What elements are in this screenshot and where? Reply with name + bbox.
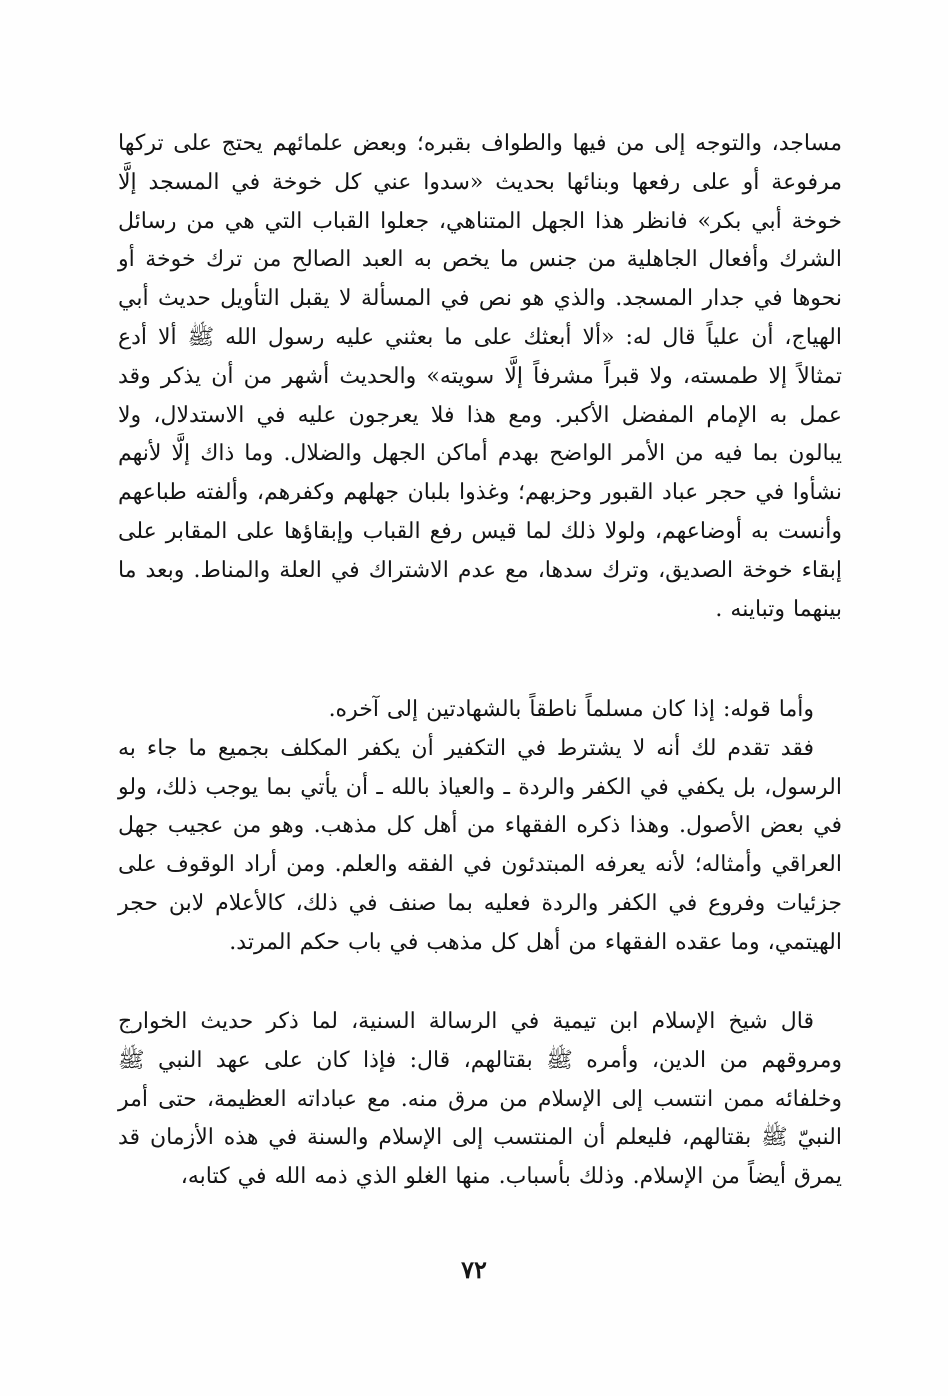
- paragraph-mosques-and-domes: مساجد، والتوجه إلى من فيها والطواف بقبره؛ وبعض علمائهم يحتج على تركها مرفوعة أو على رفعها وبنائها بحديث «سدوا عني كل خوخة في المسجد إلَّا خوخة أبي بكر» فانظر هذا الجهل المتناهي، جعلوا القباب التي هي من رسائل الشرك وأفعال الجاهلية من جنس ما يخص به العبد الصالح من ترك خوخة أو نحوها في جدار المسجد. والذي هو نص في المسألة لا يقبل التأويل حديث أبي الهياج، أن علياً قال له: «ألا أبعثك على ما بعثني عليه رسول الله ﷺ ألا أدع تمثالاً إلا طمسته، ولا قبراً مشرفاً إلَّا سويته» والحديث أشهر من أن يذكر وقد عمل به الإمام المفضل الأكبر. ومع هذا فلا يعرجون عليه في الاستدلال، ولا يبالون بما فيه من الأمر الواضح بهدم أماكن الجهل والضلال. وما ذاك إلَّا لأنهم نشأوا في حجر عباد القبور وحزبهم؛ وغذوا بلبان جهلهم وكفرهم، وألفته طباعهم وأنست به أوضاعهم، ولولا ذلك لما قيس رفع القباب وإبقاؤها على المقابر على إبقاء خوخة الصديق، وترك سدها، مع عدم الاشتراك في العلة والمناط. وبعد ما بينهما وتباينه .: [118, 131, 842, 622]
- body-text-section-3: [118, 1003, 842, 1197]
- paragraph-ibn-taymiyyah-quote: قال شيخ الإسلام ابن تيمية في الرسالة السنية، لما ذكر حديث الخوارج ومروقهم من الدين، وأمره ﷺ بقتالهم، قال: فإذا كان على عهد النبي ﷺ وخلفائه ممن انتسب إلى الإسلام من مرق منه. مع عباداته العظيمة، حتى أمر النبيّ ﷺ بقتالهم، فليعلم أن المنتسب إلى الإسلام والسنة في هذه الأزمان قد يمرق أيضاً من الإسلام. وذلك بأسباب. منها الغلو الذي ذمه الله في كتابه،: [118, 1009, 842, 1190]
- body-text-section-1: [118, 125, 842, 629]
- page-number: ٧٢: [461, 1255, 487, 1284]
- body-text-section-2: [118, 691, 842, 963]
- paragraph-takfir-conditions: فقد تقدم لك أنه لا يشترط في التكفير أن يكفر المكلف بجميع ما جاء به الرسول، بل يكفي في الكفر والردة ـ والعياذ بالله ـ أن يأتي بما يوجب ذلك، ولو في بعض الأصول. وهذا ذكره الفقهاء من أهل كل مذهب. وهو من عجيب جهل العراقي وأمثاله؛ لأنه يعرفه المبتدئون في الفقه والعلم. ومن أراد الوقوف على جزئيات وفروع في الكفر والردة فعليه بما صنف في ذلك، كالأعلام لابن حجر الهيتمي، وما عقده الفقهاء من أهل كل مذهب في باب حكم المرتد.: [118, 735, 842, 955]
- paragraph-his-saying: وأما قوله: إذا كان مسلماً ناطقاً بالشهادتين إلى آخره.: [328, 697, 814, 722]
